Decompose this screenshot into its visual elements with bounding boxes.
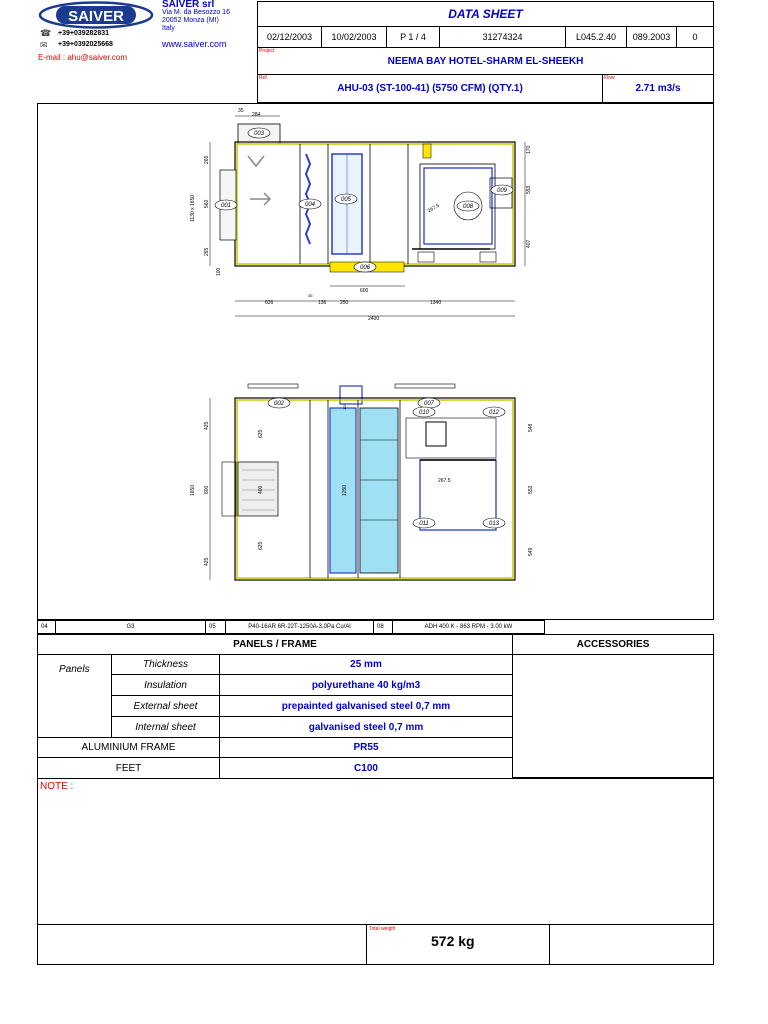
- insulation-label-cell: [111, 674, 220, 696]
- label-002: [268, 398, 290, 408]
- component-04-id-cell: [37, 620, 56, 634]
- svg-text:1250: 1250: [342, 484, 348, 496]
- svg-text:265: 265: [204, 247, 210, 256]
- svg-text:625: 625: [258, 541, 264, 550]
- svg-text:35: 35: [238, 108, 244, 114]
- project-cell: [257, 47, 714, 75]
- flow-cell: [602, 74, 714, 103]
- company-logo: [38, 1, 154, 29]
- label-011: [413, 518, 435, 528]
- note-label: NOTE :: [40, 781, 74, 792]
- accessories-header-cell: [512, 634, 714, 655]
- flow-value: 2.71 m3/s: [635, 83, 681, 94]
- svg-text:425: 425: [204, 557, 210, 566]
- svg-text:250: 250: [340, 300, 349, 306]
- company-website[interactable]: www.saiver.com: [162, 39, 227, 49]
- component-05-id: 05: [209, 624, 216, 630]
- label-006: [354, 262, 376, 272]
- svg-text:013: 013: [488, 521, 500, 527]
- label-008: [457, 201, 479, 211]
- external-sheet-label-cell: [111, 695, 220, 717]
- svg-text:006: 006: [359, 265, 371, 271]
- company-address2: 20052 Monza (MI): [162, 17, 219, 24]
- footer-weight-cell: [366, 924, 550, 965]
- component-08-id-cell: [373, 620, 393, 634]
- svg-text:1650: 1650: [190, 484, 196, 496]
- thickness-value: 25 mm: [350, 659, 382, 670]
- project-label: Project: [259, 48, 275, 54]
- svg-text:407: 407: [526, 239, 532, 248]
- company-tel: +39+039282831: [58, 30, 109, 37]
- flow-label: Flow: [604, 75, 615, 81]
- page-number: P 1 / 4: [400, 32, 426, 42]
- svg-text:009: 009: [496, 188, 508, 194]
- insulation-label: Insulation: [144, 679, 187, 691]
- svg-text:625: 625: [258, 429, 264, 438]
- svg-text:007: 007: [423, 401, 435, 407]
- svg-text:012: 012: [488, 410, 500, 416]
- internal-sheet-label: Internal sheet: [135, 721, 196, 733]
- label-010: [413, 407, 435, 417]
- svg-text:100: 100: [216, 267, 222, 276]
- svg-text:549: 549: [528, 547, 534, 556]
- unit-reference: AHU-03 (ST-100-41) (5750 CFM) (QTY.1): [337, 83, 523, 94]
- panels-group-label: Panels: [59, 664, 90, 675]
- doc-number: 31274324: [482, 32, 523, 42]
- svg-text:800: 800: [204, 485, 210, 494]
- component-08-desc-cell: [392, 620, 545, 634]
- panels-header: PANELS / FRAME: [233, 639, 317, 650]
- footer-right-cell: [549, 924, 714, 965]
- insulation-value: polyurethane 40 kg/m3: [311, 679, 421, 691]
- panels-group-cell: [37, 654, 112, 738]
- svg-text:008: 008: [462, 204, 474, 210]
- svg-text:35: 35: [308, 293, 313, 298]
- fax-icon: ✉: [40, 40, 48, 50]
- feet-label: FEET: [115, 762, 142, 774]
- svg-text:136: 136: [318, 300, 327, 306]
- date2-cell: [321, 26, 387, 48]
- svg-text:005: 005: [340, 197, 352, 203]
- ref-code: 089.2003: [632, 32, 671, 42]
- label-005: [335, 194, 357, 204]
- component-04-desc-cell: [55, 620, 206, 634]
- feet-value-cell: [219, 757, 513, 779]
- company-country: Italy: [162, 25, 175, 32]
- svg-text:002: 002: [273, 401, 285, 407]
- label-003: [248, 128, 270, 138]
- accessories-area: [512, 654, 714, 778]
- svg-text:1130 x 1650: 1130 x 1650: [190, 194, 196, 222]
- label-012: [483, 407, 505, 417]
- frame-value: PR55: [353, 742, 379, 753]
- insulation-value-cell: [219, 674, 513, 696]
- weight-value: 572 kg: [431, 933, 475, 949]
- label-007: [418, 398, 440, 408]
- svg-text:267.5: 267.5: [438, 478, 451, 484]
- rev-cell: [676, 26, 714, 48]
- label-004: [299, 199, 321, 209]
- revision: 0: [692, 32, 698, 42]
- datasheet-title: DATA SHEET: [448, 7, 523, 21]
- phone-icon: ☎: [40, 28, 52, 38]
- thickness-label: Thickness: [142, 659, 188, 670]
- component-05-desc-cell: [225, 620, 374, 634]
- panels-header-cell: [37, 634, 513, 655]
- page-cell: [386, 26, 440, 48]
- svg-text:120: 120: [342, 403, 347, 410]
- svg-text:626: 626: [265, 300, 274, 306]
- svg-text:170: 170: [526, 145, 532, 154]
- svg-text:425: 425: [204, 421, 210, 430]
- svg-text:SAIVER: SAIVER: [68, 8, 124, 25]
- plan-view-drawing: [180, 380, 540, 590]
- label-001: [215, 200, 237, 210]
- notes-area: [37, 778, 714, 925]
- svg-text:400: 400: [258, 485, 264, 494]
- feet-value: C100: [354, 762, 378, 774]
- internal-sheet-value-cell: [219, 716, 513, 738]
- external-sheet-value-cell: [219, 695, 513, 717]
- datasheet-title-cell: [257, 1, 714, 27]
- company-fax: +39+0392025668: [58, 41, 113, 48]
- svg-text:553: 553: [528, 485, 534, 494]
- svg-text:2400: 2400: [368, 316, 380, 322]
- svg-text:265: 265: [204, 155, 210, 164]
- svg-text:1340: 1340: [430, 300, 442, 306]
- component-04-desc: G3: [126, 624, 135, 630]
- svg-text:001: 001: [220, 203, 232, 209]
- svg-text:284: 284: [252, 112, 261, 118]
- refcode-cell: [626, 26, 677, 48]
- company-name: SAIVER srl: [162, 0, 215, 10]
- svg-text:560: 560: [204, 199, 210, 208]
- internal-sheet-value: galvanised steel 0,7 mm: [308, 721, 424, 733]
- svg-text:003: 003: [253, 131, 265, 137]
- frame-value-cell: [219, 737, 513, 758]
- date2: 10/02/2003: [331, 32, 377, 42]
- date1-cell: [257, 26, 322, 48]
- footer-left-cell: [37, 924, 367, 965]
- ref-cell: [257, 74, 603, 103]
- label-013: [483, 518, 505, 528]
- thickness-value-cell: [219, 654, 513, 675]
- thickness-label-cell: [111, 654, 220, 675]
- external-sheet-value: prepainted galvanised steel 0,7 mm: [281, 700, 451, 712]
- number-cell: [439, 26, 566, 48]
- project-name: NEEMA BAY HOTEL-SHARM EL-SHEEKH: [387, 55, 584, 67]
- internal-sheet-label-cell: [111, 716, 220, 738]
- component-04-id: 04: [41, 624, 48, 630]
- code-cell: [565, 26, 627, 48]
- ref-label: Ref.: [259, 75, 269, 81]
- svg-text:600: 600: [360, 288, 369, 294]
- frame-label-cell: [37, 737, 220, 758]
- accessories-header: ACCESSORIES: [576, 639, 650, 650]
- svg-text:011: 011: [419, 521, 429, 527]
- doc-code: L045.2.40: [575, 32, 617, 42]
- feet-label-cell: [37, 757, 220, 779]
- component-08-desc: ADH 400 K - 863 RPM - 3.00 kW: [424, 624, 513, 630]
- svg-text:548: 548: [528, 423, 534, 432]
- svg-text:010: 010: [418, 410, 430, 416]
- top-view-drawing: [180, 104, 540, 324]
- component-05-desc: P40-16AR 6R-22T-1250A-3.0Pa Cu/Al: [248, 624, 351, 630]
- weight-label: Total weigth: [369, 926, 396, 932]
- svg-text:267.5: 267.5: [426, 202, 441, 215]
- svg-text:553: 553: [526, 185, 532, 194]
- company-email[interactable]: E-mail : ahu@saiver.com: [38, 53, 128, 62]
- date1: 02/12/2003: [266, 32, 313, 42]
- svg-text:004: 004: [304, 202, 316, 208]
- company-address1: Via M. da Besozzo 16: [162, 9, 230, 16]
- label-009: [491, 185, 513, 195]
- external-sheet-label: External sheet: [133, 700, 198, 712]
- component-08-id: 08: [377, 624, 384, 630]
- frame-label: ALUMINIUM FRAME: [81, 742, 176, 753]
- component-05-id-cell: [205, 620, 226, 634]
